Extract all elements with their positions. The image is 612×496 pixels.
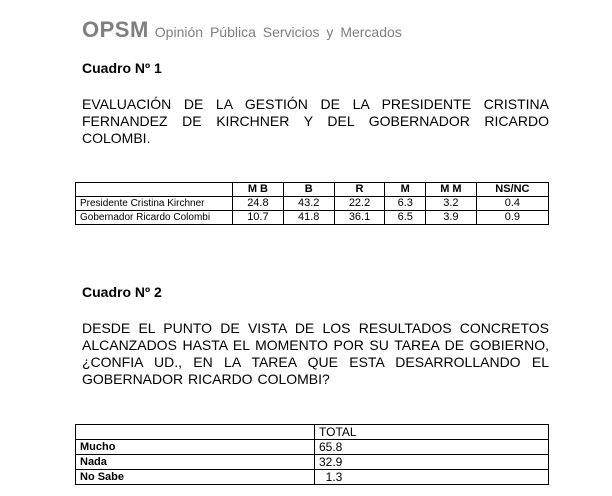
cell-value: 0.4 (476, 197, 548, 211)
table-header-row (76, 425, 549, 440)
table-row (76, 470, 549, 485)
cuadro2-table (75, 424, 549, 485)
col-header-mb: M B (233, 183, 284, 197)
cell-value: 10.7 (233, 211, 284, 225)
cell-value: 6.3 (385, 197, 426, 211)
cell-value: 65.8 (315, 440, 549, 455)
cell-value: 24.8 (233, 197, 284, 211)
row-label: Mucho (76, 440, 315, 455)
document-header (82, 17, 402, 43)
cell-value: 22.2 (334, 197, 385, 211)
row-label: Gobernador Ricardo Colombi (76, 211, 233, 225)
cuadro1-title: Cuadro Nº 1 (82, 60, 162, 76)
cuadro2-title: Cuadro Nº 2 (82, 284, 162, 300)
cell-value: 1.3 (315, 470, 549, 485)
cuadro2-text: DESDE EL PUNTO DE VISTA DE LOS RESULTADOS CONCRETOS ALCANZADOS HASTA EL MOMENTO POR SU TAREA DE GOBIERNO, ¿CONFIA UD., EN LA TAREA QUE ESTA DESARROLLANDO EL GOBERNADOR RICARDO COLOMBI? (82, 320, 549, 387)
brand-name: OPSM (82, 17, 149, 42)
col-header-mm: M M (426, 183, 477, 197)
table-row (76, 211, 549, 225)
row-label: No Sabe (76, 470, 315, 485)
col-header-b: B (283, 183, 334, 197)
col-header-r: R (334, 183, 385, 197)
cell-value: 41.8 (283, 211, 334, 225)
table-header-row (76, 183, 549, 197)
cuadro1-text: EVALUACIÓN DE LA GESTIÓN DE LA PRESIDENTE CRISTINA FERNANDEZ DE KIRCHNER Y DEL GOBERNADOR RICARDO COLOMBI. (82, 96, 549, 146)
col-header-total: TOTAL (315, 425, 549, 440)
cell-value: 36.1 (334, 211, 385, 225)
table-row (76, 455, 549, 470)
row-label: Presidente Cristina Kirchner (76, 197, 233, 211)
table-row (76, 440, 549, 455)
cell-value: 0.9 (476, 211, 548, 225)
col-header-m: M (385, 183, 426, 197)
cell-value: 3.9 (426, 211, 477, 225)
table-row (76, 197, 549, 211)
cell-value: 43.2 (283, 197, 334, 211)
cell-value: 6.5 (385, 211, 426, 225)
cuadro1-table (75, 182, 549, 225)
row-label: Nada (76, 455, 315, 470)
brand-tagline: Opinión Pública Servicios y Mercados (154, 24, 402, 40)
col-header-nsnc: NS/NC (476, 183, 548, 197)
cell-value: 3.2 (426, 197, 477, 211)
table-corner-cell (76, 425, 315, 440)
table-corner-cell (76, 183, 233, 197)
cell-value: 32.9 (315, 455, 549, 470)
